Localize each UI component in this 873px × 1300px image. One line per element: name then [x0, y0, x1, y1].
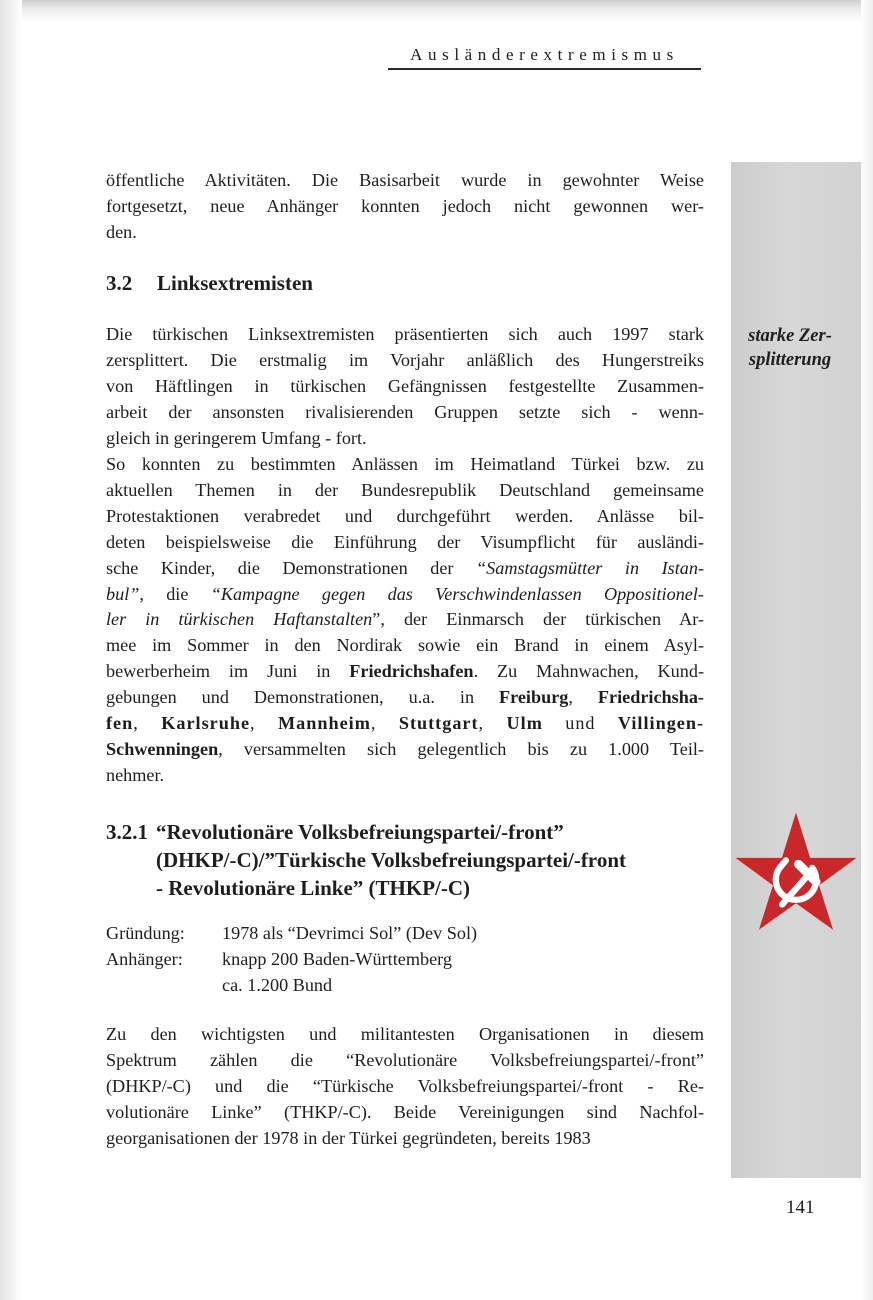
- italic-quote: bul”: [106, 583, 140, 604]
- text-line: volutionäre Linke” (THKP/-C). Beide Vereinigungen sind Nachfol-: [106, 1101, 704, 1122]
- text-run: . Zu Mahnwachen, Kund-: [473, 661, 704, 682]
- place-name: Mannheim: [277, 713, 371, 734]
- text-run: gebungen und Demonstrationen, u.a. in: [106, 687, 499, 708]
- section-title-line: - Revolutionäre Linke” (THKP/-C): [156, 876, 471, 900]
- text-line: georganisationen der 1978 in der Türkei gegründeten, bereits 1983: [106, 1127, 591, 1148]
- section-title-line: (DHKP/-C)/”Türkische Volksbefreiungspartei/-front: [156, 848, 626, 872]
- section-title: [156, 818, 716, 902]
- info-value: knapp 200 Baden-Württemberg: [222, 949, 452, 969]
- text-run: , die: [139, 583, 211, 604]
- info-founded: [106, 921, 477, 947]
- paragraph-2: [106, 322, 704, 452]
- text-line: öffentliche Aktivitäten. Die Basisarbeit wurde in gewohnter Weise: [106, 170, 704, 190]
- place-name: Friedrichshafen: [349, 661, 474, 682]
- text-run: ,: [250, 713, 278, 734]
- text-line: Protestaktionen verabredet und durchgeführt werden. Anlässe bil-: [106, 505, 704, 526]
- place-name: fen: [106, 713, 134, 734]
- margin-note-line: starke Zer-: [748, 326, 832, 346]
- section-number: 3.2.1: [106, 820, 148, 844]
- info-members: [106, 947, 452, 973]
- text-line: aktuellen Themen in der Bundesrepublik Deutschland gemeinsame: [106, 479, 704, 500]
- text-line: [106, 556, 704, 582]
- place-name: Villingen-: [617, 713, 705, 734]
- text-line: fortgesetzt, neue Anhänger konnten jedoch nicht gewonnen wer-: [106, 195, 704, 216]
- info-value: 1978 als “Devrimci Sol” (Dev Sol): [222, 923, 478, 943]
- text-line: [106, 737, 704, 763]
- section-heading-3-2: [106, 270, 313, 296]
- info-label: Anhänger:: [106, 949, 183, 969]
- text-run: ”, der Einmarsch der türkischen Ar-: [372, 609, 704, 630]
- text-run: sche Kinder, die Demonstrationen der: [106, 557, 477, 578]
- text-line: zersplittert. Die erstmalig im Vorjahr anläßlich des Hungerstreiks: [106, 349, 704, 370]
- text-line: [106, 607, 704, 633]
- text-run: ,: [568, 687, 598, 708]
- paragraph-1: [106, 168, 704, 246]
- section-title: Linksextremisten: [157, 271, 313, 295]
- italic-quote: “Kampagne gegen das Verschwindenlassen Oppositionel-: [210, 583, 704, 604]
- italic-quote: “Samstagsmütter in Istan-: [476, 557, 704, 578]
- text-line: So konnten zu bestimmten Anlässen im Heimatland Türkei bzw. zu: [106, 454, 704, 474]
- info-members-federal: ca. 1.200 Bund: [222, 975, 333, 995]
- text-run: ,: [478, 713, 507, 734]
- text-line: [106, 711, 704, 737]
- margin-note-line: splitterung: [748, 350, 832, 370]
- place-name: Ulm: [506, 713, 543, 734]
- text-line: Zu den wichtigsten und militantesten Organisationen in diesem: [106, 1024, 704, 1044]
- margin-band: [731, 162, 861, 1178]
- page-number: 141: [786, 1197, 815, 1218]
- place-name: Freiburg: [499, 687, 569, 708]
- place-name: Schwenningen: [106, 738, 219, 759]
- text-line: den.: [106, 221, 137, 242]
- text-run: ,: [370, 713, 399, 734]
- paragraph-3: [106, 452, 704, 789]
- text-run: bewerberheim im Juni in: [106, 661, 350, 682]
- text-line: nehmer.: [106, 764, 165, 785]
- emblem-star: [736, 813, 857, 930]
- text-line: gleich in geringerem Umfang - fort.: [106, 427, 367, 448]
- text-line: arbeit der ansonsten rivalisierenden Gruppen setzte sich - wenn-: [106, 401, 704, 422]
- scan-right-edge: [861, 0, 873, 1300]
- text-line: [106, 582, 704, 608]
- text-line: von Häftlingen in türkischen Gefängnissen festgestellte Zusammen-: [106, 375, 704, 396]
- red-star-hammer-sickle-icon: [733, 810, 859, 936]
- text-line: [106, 659, 704, 685]
- italic-quote: ler in türkischen Haftanstalten: [106, 609, 373, 630]
- margin-note: [734, 324, 846, 372]
- text-run: , versammelten sich gelegentlich bis zu 1.000 Teil-: [218, 738, 704, 759]
- place-name: Stuttgart: [398, 713, 479, 734]
- place-name: Friedrichsha-: [597, 687, 704, 708]
- scan-top-edge: [0, 0, 873, 22]
- section-number: 3.2: [106, 271, 133, 295]
- place-name: Karlsruhe: [161, 713, 251, 734]
- info-label: Gründung:: [106, 923, 185, 943]
- text-line: mee im Sommer in den Nordirak sowie ein Brand in einem Asyl-: [106, 635, 704, 656]
- text-line: Spektrum zählen die “Revolutionäre Volksbefreiungspartei/-front”: [106, 1049, 704, 1070]
- paragraph-4: [106, 1022, 704, 1152]
- text-run: ,: [133, 713, 162, 734]
- running-head: Ausländerextremismus: [410, 45, 679, 64]
- section-heading-3-2-1: [106, 818, 716, 902]
- running-head-rule: [388, 68, 701, 70]
- section-title-line: “Revolutionäre Volksbefreiungspartei/-front”: [156, 820, 564, 844]
- text-run: und: [542, 713, 618, 734]
- text-line: (DHKP/-C) und die “Türkische Volksbefreiungspartei/-front - Re-: [106, 1075, 704, 1096]
- text-line: [106, 685, 704, 711]
- text-line: deten beispielsweise die Einführung der Visumpflicht für ausländi-: [106, 531, 704, 552]
- text-line: Die türkischen Linksextremisten präsentierten sich auch 1997 stark: [106, 324, 704, 344]
- scan-left-edge: [0, 0, 22, 1300]
